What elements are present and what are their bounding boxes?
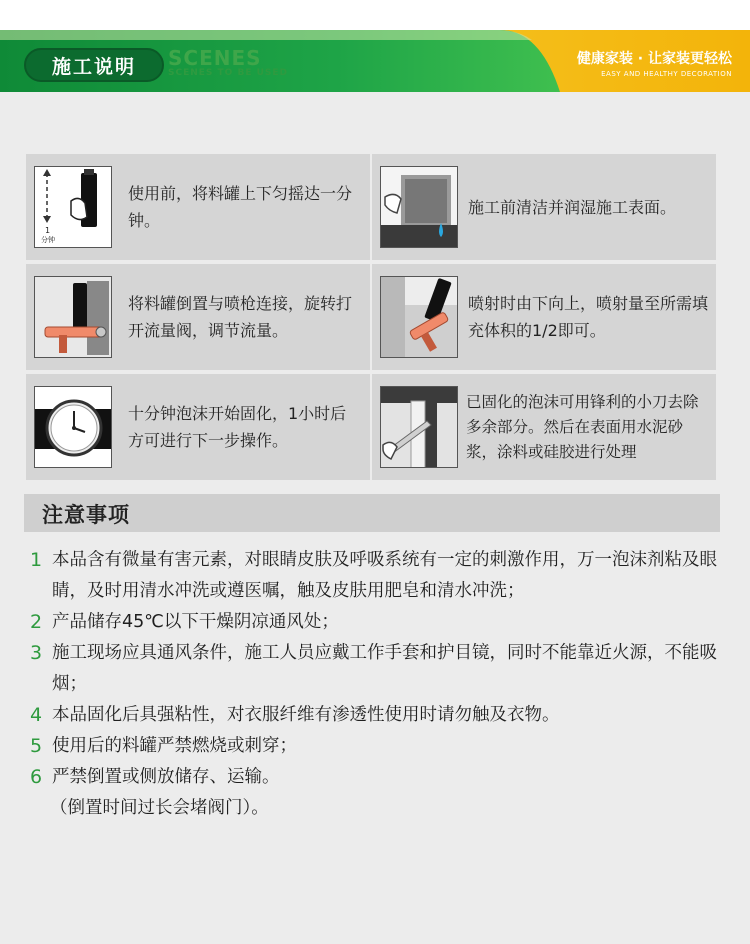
shake-can-icon xyxy=(34,166,112,248)
step-5-text: 十分钟泡沫开始固化，1小时后方可进行下一步操作。 xyxy=(128,404,347,450)
clean-surface-icon xyxy=(380,166,458,248)
notice-item-text: 施工现场应具通风条件，施工人员应戴工作手套和护目镜，同时不能靠近火源，不能吸烟； xyxy=(52,643,717,694)
scenes-watermark: SCENES xyxy=(168,46,262,70)
step-5 xyxy=(26,374,370,480)
notice-item-number: 3 xyxy=(30,642,43,664)
scenes-watermark-subtitle: SCENES TO BE USED xyxy=(168,68,289,78)
notice-item xyxy=(26,607,726,638)
step-2-text: 施工前清洁并润湿施工表面。 xyxy=(468,197,677,217)
notice-item xyxy=(26,762,726,793)
notice-item-text: 严禁倒置或侧放储存、运输。 xyxy=(52,767,280,787)
step-4 xyxy=(372,264,716,370)
step-6-text: 已固化的泡沫可用锋利的小刀去除多余部分。然后在表面用水泥砂浆，涂料或硅胶进行处理 xyxy=(466,392,699,461)
notice-title: 注意事项 xyxy=(42,503,130,527)
header-banner xyxy=(0,0,750,92)
notice-item-number: 4 xyxy=(30,704,43,726)
notice-item xyxy=(26,545,726,607)
notice-item xyxy=(26,700,726,731)
step-1-text: 使用前，将料罐上下匀摇达一分钟。 xyxy=(128,184,353,230)
notice-item-text: 本品固化后具强粘性，对衣服纤维有渗透性使用时请勿触及衣物。 xyxy=(52,705,560,725)
notice-item-number: 1 xyxy=(30,549,43,571)
cut-foam-icon xyxy=(380,386,458,468)
step-2 xyxy=(372,154,716,260)
notice-item-number: 5 xyxy=(30,735,43,757)
notice-item-text: 产品储存45℃以下干燥阴凉通风处； xyxy=(52,612,339,632)
step-4-text: 喷射时由下向上，喷射量至所需填充体积的1/2即可。 xyxy=(468,294,709,340)
notice-item-text: 本品含有微量有害元素，对眼睛皮肤及呼吸系统有一定的刺激作用，万一泡沫剂粘及眼睛，及时用清水冲洗或遵医嘱，触及皮肤用肥皂和清水冲洗； xyxy=(52,550,717,601)
step-3-text: 将料罐倒置与喷枪连接，旋转打开流量阀，调节流量。 xyxy=(128,294,353,340)
step-3 xyxy=(26,264,370,370)
svg-text:分钟: 分钟 xyxy=(41,236,55,244)
notice-item-number: 6 xyxy=(30,766,43,788)
attach-gun-icon xyxy=(34,276,112,358)
notice-tail-note: （倒置时间过长会堵阀门）。 xyxy=(50,798,269,818)
slogan: 健康家装 · 让家装更轻松 xyxy=(576,51,732,67)
steps-grid xyxy=(26,154,716,480)
spray-bottom-up-icon xyxy=(380,276,458,358)
section-label-pill: 施工说明 xyxy=(24,48,164,82)
clock-icon xyxy=(34,386,112,468)
notice-list xyxy=(26,545,726,824)
step-1 xyxy=(26,154,370,260)
notice-item xyxy=(26,638,726,700)
slogan-english: EASY AND HEALTHY DECORATION xyxy=(601,70,732,78)
notice-item-text: 使用后的料罐严禁燃烧或刺穿； xyxy=(52,736,297,756)
notice-item-number: 2 xyxy=(30,611,43,633)
notice-item xyxy=(26,731,726,762)
svg-text:1: 1 xyxy=(45,226,51,235)
step-6 xyxy=(372,374,716,480)
